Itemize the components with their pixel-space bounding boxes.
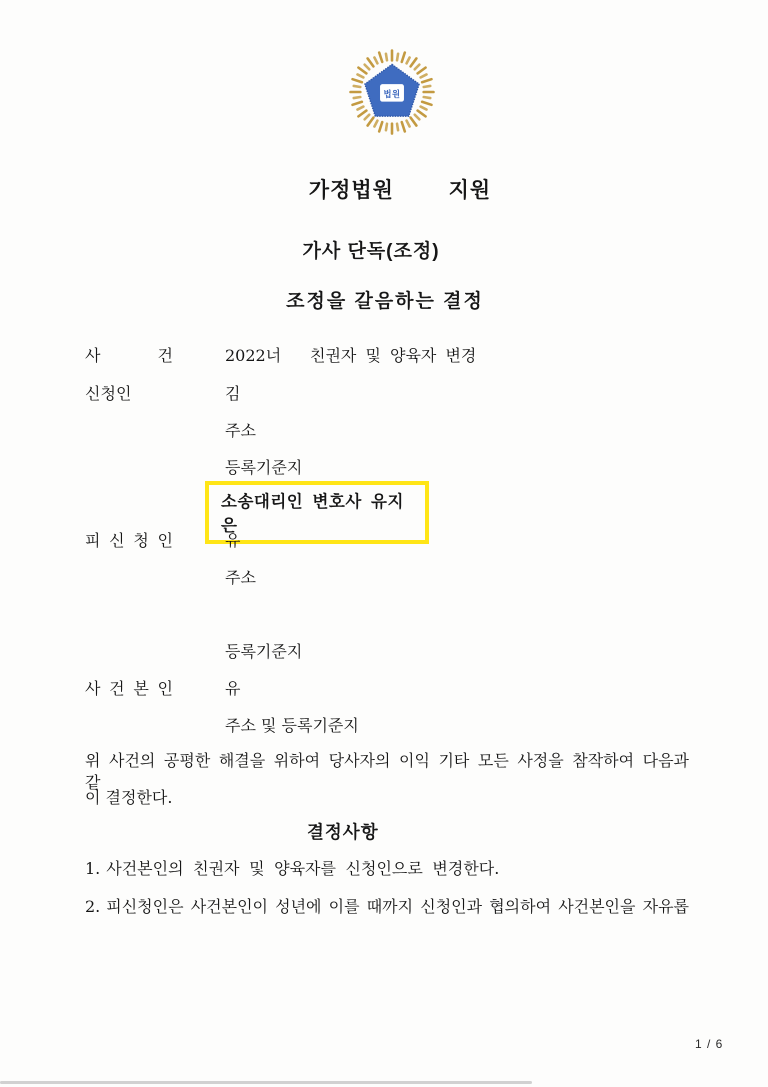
decision-item-2-number: 2. [85, 897, 101, 916]
body-line-2: 이 결정한다. [85, 788, 173, 807]
respondent-name: 유 [225, 531, 241, 550]
applicant-registry-label: 등록기준지 [225, 458, 303, 477]
subject-address-label: 주소 및 등록기준지 [225, 716, 359, 735]
case-number: 2022너 [225, 346, 282, 365]
applicant-label: 신청인 [85, 383, 173, 405]
decision-item-1 [85, 858, 689, 880]
page-number: 1 / 6 [695, 1037, 724, 1051]
counsel-line: 소송대리인 변호사 유지은 [205, 481, 429, 544]
decision-item-1-number: 1. [85, 859, 101, 878]
case-name-highlight: 친권자 및 양육자 변경 [310, 346, 477, 365]
body-line-1: 위 사건의 공평한 해결을 위하여 당사자의 이익 기타 모든 사정을 참작하여 다음과 같 [85, 751, 689, 792]
emblem-label: 법원 [383, 90, 401, 100]
court-seal-icon [346, 44, 438, 140]
document-title: 조정을 갈음하는 결정 [286, 291, 484, 312]
respondent-address-label: 주소 [225, 568, 256, 587]
court-name-line: 가정법원 지원 [308, 179, 492, 202]
decision-heading: 결정사항 [307, 822, 379, 842]
subject-label: 사 건 본 인 [85, 679, 173, 698]
scan-artifact-strip [0, 1081, 532, 1084]
subject-name: 유 [225, 679, 241, 698]
decision-item-2 [85, 896, 689, 918]
respondent-label: 피 신 청 인 [85, 531, 173, 550]
decision-item-2-text: 피신청인은 사건본인이 성년에 이를 때까지 신청인과 협의하여 사건본인을 자유롭 [106, 897, 689, 916]
applicant-name: 김 [225, 384, 241, 403]
case-name [310, 345, 476, 367]
panel-line: 가사 단독(조정) [302, 241, 440, 262]
respondent-registry-label: 등록기준지 [225, 642, 303, 661]
case-label: 사 건 [85, 346, 173, 365]
decision-item-1-text: 사건본인의 친권자 및 양육자를 신청인으로 변경한다. [106, 859, 500, 878]
applicant-address-label: 주소 [225, 421, 256, 440]
